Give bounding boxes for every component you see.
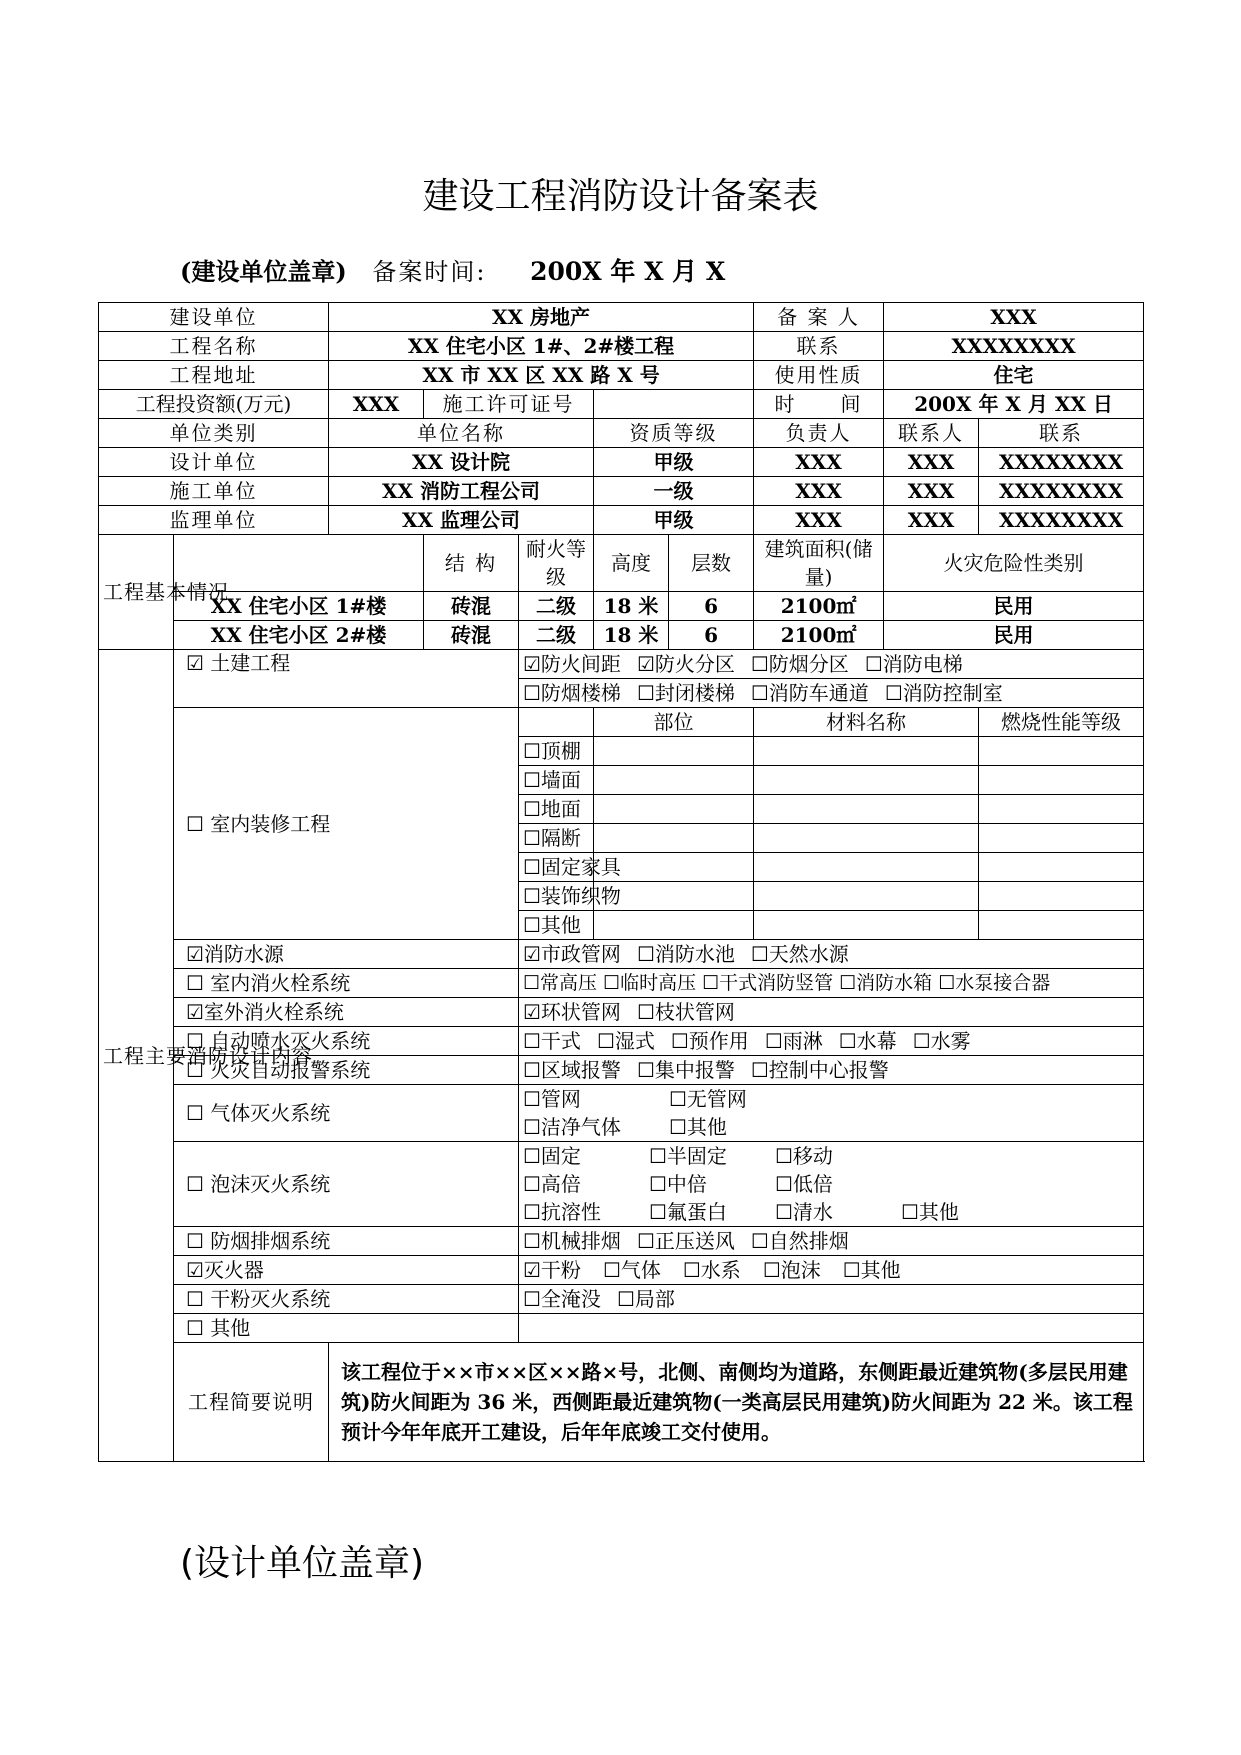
system-label: ☐ 自动喷水灭火系统 [174,1027,519,1056]
row-system [99,1142,1144,1227]
civil-options-row1 [519,650,1144,679]
label-leader: 负责人 [754,419,884,448]
row-system [99,1085,1144,1142]
civil-options-row2 [519,679,1144,708]
option[interactable]: ☐雨淋 [764,1029,823,1053]
label-usage: 使用性质 [754,361,884,390]
label-qualification: 资质等级 [594,419,754,448]
label-burn-grade: 燃烧性能等级 [979,708,1144,737]
system-label: ☐ 其他 [174,1314,519,1343]
building-height: 18 米 [594,592,669,621]
interior-item[interactable]: ☐固定家具 [519,853,594,882]
option[interactable]: ☐消防水池 [636,942,735,966]
building-height: 18 米 [594,621,669,650]
row-building-1 [99,592,1144,621]
system-label: ☑灭火器 [174,1256,519,1285]
unit-grade: 一级 [594,477,754,506]
interior-item[interactable]: ☐地面 [519,795,594,824]
system-options [519,1142,1144,1227]
option[interactable]: ☐泡沫 [762,1258,821,1282]
system-options [519,1285,1144,1314]
system-options [519,1314,1144,1343]
row-system [99,1285,1144,1314]
option[interactable]: ☐其他 [842,1258,901,1282]
value-address: XX 市 XX 区 XX 路 X 号 [329,361,754,390]
label-height: 高度 [594,535,669,592]
value-permit [594,390,754,419]
option[interactable]: ☐消防车通道 [750,681,869,705]
option[interactable]: ☐移动 [775,1144,833,1168]
label-permit: 施工许可证号 [424,390,594,419]
value-project-name: XX 住宅小区 1#、2#楼工程 [329,332,754,361]
row-system [99,1027,1144,1056]
unit-type: 设计单位 [99,448,329,477]
option[interactable]: ☐正压送风 [636,1229,735,1253]
option[interactable]: ☑防火间距 [523,652,621,676]
row-unit-header [99,419,1144,448]
label-unit-name: 单位名称 [329,419,594,448]
label-structure: 结 构 [424,535,519,592]
option[interactable]: ☐预作用 [670,1029,749,1053]
value-investment: XXX [329,390,424,419]
value-time: 200X 年 X 月 XX 日 [884,390,1144,419]
option[interactable]: ☐半固定 [649,1144,727,1168]
system-label: ☐ 火灾自动报警系统 [174,1056,519,1085]
option[interactable]: ☐无管网 [669,1087,747,1111]
option[interactable]: ☐固定 [523,1144,581,1168]
option[interactable]: ☐水雾 [912,1029,971,1053]
label-filer: 备 案 人 [754,303,884,332]
row-system [99,1256,1144,1285]
category-interior: ☐ 室内装修工程 [174,708,519,940]
building-name: XX 住宅小区 1#楼 [174,592,424,621]
option[interactable]: ☐自然排烟 [750,1229,849,1253]
system-options [519,1085,1144,1142]
system-label: ☐ 防烟排烟系统 [174,1227,519,1256]
option[interactable]: ☐气体 [602,1258,661,1282]
interior-item[interactable]: ☐隔断 [519,824,594,853]
option[interactable]: ☐清水 [775,1200,833,1224]
design-unit-stamp: (设计单位盖章) [180,1543,425,1584]
row-building-2 [99,621,1144,650]
option[interactable]: ☐消防水箱 [839,972,933,994]
label-project-name: 工程名称 [99,332,329,361]
label-contact-person: 联系人 [884,419,979,448]
option[interactable]: ☐湿式 [596,1029,655,1053]
building-name: XX 住宅小区 2#楼 [174,621,424,650]
system-options [519,1227,1144,1256]
option[interactable]: ☐全淹没 [523,1287,601,1311]
builder-stamp: (建设单位盖章) [180,257,347,286]
system-options [519,1256,1144,1285]
label-material: 材料名称 [754,708,979,737]
category-civil: ☑ 土建工程 [174,650,519,708]
option[interactable]: ☑干粉 [523,1258,581,1282]
interior-item[interactable]: ☐顶棚 [519,737,594,766]
option[interactable]: ☑环状管网 [523,1000,621,1024]
label-investment: 工程投资额(万元) [99,390,329,419]
option[interactable]: ☐防烟分区 [750,652,849,676]
system-label: ☐ 气体灭火系统 [174,1085,519,1142]
filing-time-label: 备案时间: [372,258,487,286]
row-system [99,969,1144,998]
system-options [519,1027,1144,1056]
row-interior-header [99,708,1144,737]
system-label: ☐ 室内消火栓系统 [174,969,519,998]
option[interactable]: ☐局部 [616,1287,675,1311]
label-basic-info: 工程基本情况 [99,535,174,650]
row-civil-1 [99,650,1144,679]
building-fire-class: 民用 [884,592,1144,621]
option[interactable]: ☐消防控制室 [884,681,1003,705]
unit-name: XX 消防工程公司 [329,477,594,506]
label-location: 部位 [594,708,754,737]
unit-type: 监理单位 [99,506,329,535]
option[interactable]: ☐集中报警 [636,1058,735,1082]
unit-grade: 甲级 [594,506,754,535]
option[interactable]: ☐氟蛋白 [649,1200,727,1224]
unit-leader: XXX [754,506,884,535]
row-system [99,998,1144,1027]
option[interactable]: ☐防烟楼梯 [523,681,621,705]
option[interactable]: ☐抗溶性 [523,1200,601,1224]
label-contact-phone: 联系 [979,419,1144,448]
option[interactable]: ☐常高压 [523,972,598,994]
unit-phone: XXXXXXXX [979,477,1144,506]
value-builder: XX 房地产 [329,303,754,332]
row-supervision-unit [99,506,1144,535]
row-address [99,361,1144,390]
building-structure: 砖混 [424,621,519,650]
system-options [519,998,1144,1027]
row-investment [99,390,1144,419]
system-options [519,940,1144,969]
label-unit-type: 单位类别 [99,419,329,448]
row-design-unit [99,448,1144,477]
row-system [99,940,1144,969]
unit-person: XXX [884,477,979,506]
building-rating: 二级 [519,621,594,650]
label-address: 工程地址 [99,361,329,390]
option[interactable]: ☐机械排烟 [523,1229,621,1253]
unit-name: XX 设计院 [329,448,594,477]
system-label: ☑消防水源 [174,940,519,969]
option[interactable]: ☐水泵接合器 [938,972,1051,994]
blank-cell [519,708,594,737]
building-structure: 砖混 [424,592,519,621]
label-contact: 联系 [754,332,884,361]
option[interactable]: ☐天然水源 [750,942,849,966]
system-options [519,1056,1144,1085]
summary-text: 该工程位于××市××区××路×号，北侧、南侧均为道路，东侧距最近建筑物(多层民用建筑)防火间距为 36 米，西侧距最近建筑物(一类高层民用建筑)防火间距为 22 米。该工程预计今年年底开工建设，后年年底竣工交付使用。 [329,1343,1144,1462]
label-floors: 层数 [669,535,754,592]
building-floors: 6 [669,621,754,650]
label-area: 建筑面积(储量) [754,535,884,592]
option[interactable]: ☐管网 [523,1087,581,1111]
unit-person: XXX [884,506,979,535]
row-system [99,1056,1144,1085]
building-area: 2100㎡ [754,621,884,650]
unit-phone: XXXXXXXX [979,448,1144,477]
system-label: ☐ 干粉灭火系统 [174,1285,519,1314]
option[interactable]: ☑防火分区 [636,652,735,676]
unit-leader: XXX [754,448,884,477]
option[interactable]: ☐枝状管网 [636,1000,735,1024]
unit-leader: XXX [754,477,884,506]
row-system [99,1314,1144,1343]
option[interactable]: ☐低倍 [775,1172,833,1196]
option[interactable]: ☐干式 [523,1029,581,1053]
interior-item[interactable]: ☐装饰织物 [519,882,594,911]
option[interactable]: ☐其他 [669,1115,727,1139]
unit-grade: 甲级 [594,448,754,477]
row-system [99,1227,1144,1256]
option[interactable]: ☐封闭楼梯 [636,681,735,705]
building-floors: 6 [669,592,754,621]
option[interactable]: ☐干式消防竖管 [702,972,834,994]
option[interactable]: ☐区域报警 [523,1058,621,1082]
interior-item[interactable]: ☐其他 [519,911,594,940]
value-filer: XXX [884,303,1144,332]
system-options [519,969,1144,998]
option[interactable]: ☐中倍 [649,1172,707,1196]
label-fire-class: 火灾危险性类别 [884,535,1144,592]
row-summary [99,1343,1144,1462]
row-building-header [99,535,1144,592]
option[interactable]: ☐洁净气体 [523,1115,621,1139]
page-title: 建设工程消防设计备案表 [422,176,819,217]
label-summary: 工程简要说明 [174,1343,329,1462]
filing-form-table [98,302,1144,1462]
system-label: ☐ 泡沫灭火系统 [174,1142,519,1227]
option[interactable]: ☑市政管网 [523,942,621,966]
row-project-name [99,332,1144,361]
system-label: ☑室外消火栓系统 [174,998,519,1027]
value-contact: XXXXXXXX [884,332,1144,361]
interior-item[interactable]: ☐墙面 [519,766,594,795]
filing-date: 200X 年 X 月 X [530,257,726,286]
row-builder [99,303,1144,332]
row-construction-unit [99,477,1144,506]
unit-type: 施工单位 [99,477,329,506]
option[interactable]: ☐水系 [682,1258,741,1282]
option[interactable]: ☐临时高压 [603,972,697,994]
header-line [180,252,725,288]
building-rating: 二级 [519,592,594,621]
option[interactable]: ☐控制中心报警 [750,1058,889,1082]
building-fire-class: 民用 [884,621,1144,650]
building-area: 2100㎡ [754,592,884,621]
unit-name: XX 监理公司 [329,506,594,535]
option[interactable]: ☐消防电梯 [864,652,963,676]
label-builder: 建设单位 [99,303,329,332]
option[interactable]: ☐高倍 [523,1172,581,1196]
option[interactable]: ☐其他 [901,1200,959,1224]
unit-person: XXX [884,448,979,477]
option[interactable]: ☐水幕 [838,1029,897,1053]
label-design-content: 工程主要消防设计内容 [99,650,174,1462]
unit-phone: XXXXXXXX [979,506,1144,535]
value-usage: 住宅 [884,361,1144,390]
label-fire-rating: 耐火等级 [519,535,594,592]
label-time: 时 间 [754,390,884,419]
